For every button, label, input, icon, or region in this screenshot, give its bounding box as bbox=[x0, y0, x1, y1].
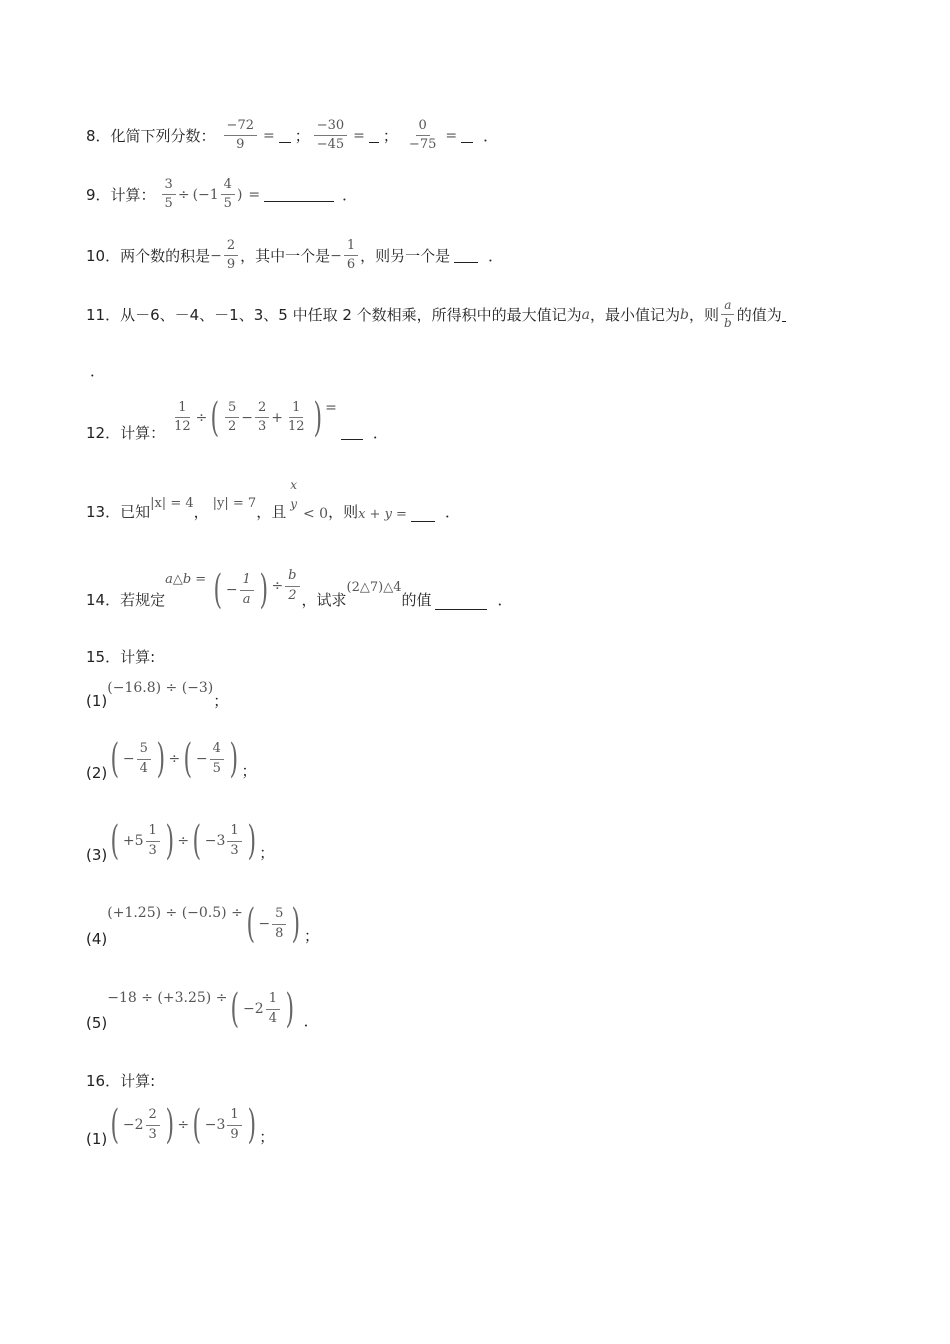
q14-paren-group: ( − $\frac{1}{a}$ ) bbox=[213, 567, 268, 613]
q9-answer-blank[interactable] bbox=[264, 187, 334, 202]
question-14: 14．若规定 a△b = ( − $\frac{1}{a}$ ) ÷ $\frac{b}{2}$ ，试求 (2△7)△4 的值 ． bbox=[86, 567, 513, 613]
q13-fraction: x y bbox=[290, 478, 297, 511]
q15-part-3: (3) ( +5 $\frac{1}{3}$ ) ÷ ( −3 $\frac{1}{3}$ ) ； bbox=[86, 818, 275, 864]
q8-label: 8．化简下列分数： bbox=[86, 127, 216, 146]
q9-label: 9．计算： bbox=[86, 186, 156, 205]
q13-answer-blank[interactable] bbox=[411, 507, 435, 522]
q12-label: 12．计算： bbox=[86, 424, 166, 442]
question-10: 10．两个数的积是 − $\frac{2}{9}$ ，其中一个是 − $\frac{1}{6}$ ，则另一个是 ． bbox=[86, 238, 504, 273]
question-12: 12．计算： $\frac{1}{12}$ ÷ ( $\frac{5}{2}$ − $\frac{2}{3}$ + $\frac{1}{12}$ ) = ． bbox=[86, 394, 388, 442]
q9-fraction-2: $\frac{4}{5}$ bbox=[221, 177, 235, 213]
question-11: 11．从－6、－4、－1、3、5 中任取 2 个数相乘，所得积中的最大值记为 a ，最小值记为 b ，则 $\frac{a}{b}$ 的值为 bbox=[86, 298, 786, 331]
q8-answer-blank-2[interactable] bbox=[369, 128, 379, 143]
q12-paren-group: ( $\frac{5}{2}$ − $\frac{2}{3}$ + $\frac{1}{12}$ ) bbox=[210, 394, 322, 441]
q8-fraction-2: $\frac{-30}{-45}$ bbox=[314, 118, 347, 154]
q11-continuation: ． bbox=[90, 362, 106, 380]
q14-answer-blank[interactable] bbox=[435, 595, 487, 610]
question-9: 9．计算： $\frac{3}{5}$ ÷ ( −1 $\frac{4}{5}$ ) = ． bbox=[86, 177, 358, 212]
question-13: 13．已知 |x| = 4 ， |y| = 7 ，且 x y < 0 ，则 x + y = ． bbox=[86, 478, 460, 522]
q12-answer-blank[interactable] bbox=[341, 425, 363, 440]
q15-part-5: (5) −18 ÷ (+3.25) ÷ ( −2 $\frac{1}{4}$ ) ． bbox=[86, 986, 319, 1032]
q9-fraction-1: $\frac{3}{5}$ bbox=[162, 177, 176, 213]
q10-fraction-2: $\frac{1}{6}$ bbox=[344, 238, 358, 274]
q11-answer-blank[interactable] bbox=[782, 307, 786, 322]
q15-part-4: (4) (+1.25) ÷ (−0.5) ÷ ( − $\frac{5}{8}$ ) ； bbox=[86, 901, 320, 948]
question-16: 16．计算: bbox=[86, 1072, 156, 1090]
q16-part-1: (1) ( −2 $\frac{2}{3}$ ) ÷ ( −3 $\frac{1}{9}$ ) ； bbox=[86, 1102, 275, 1148]
question-15: 15．计算: bbox=[86, 648, 156, 666]
q10-answer-blank[interactable] bbox=[454, 248, 478, 263]
q14-fraction-2: $\frac{b}{2}$ bbox=[285, 568, 299, 604]
q15-part-2: (2) ( − $\frac{5}{4}$ ) ÷ ( − $\frac{4}{5}$ ) ； bbox=[86, 736, 257, 782]
q13-label: 13．已知 bbox=[86, 503, 151, 521]
q8-fraction-1: $\frac{-72}{9}$ bbox=[224, 118, 257, 154]
q10-label: 10．两个数的积是 bbox=[86, 247, 211, 266]
q15-part-1: (1) (−16.8) ÷ (−3) ； bbox=[86, 680, 229, 710]
q11-fraction: $\frac{a}{b}$ bbox=[721, 298, 735, 331]
q8-fraction-3: $\frac{0}{-75}$ bbox=[408, 118, 437, 153]
q12-fraction-0: $\frac{1}{12}$ bbox=[174, 399, 191, 434]
q14-label: 14．若规定 bbox=[86, 591, 166, 609]
q8-answer-blank-1[interactable] bbox=[279, 128, 291, 143]
q10-fraction-1: $\frac{2}{9}$ bbox=[224, 238, 238, 274]
q8-answer-blank-3[interactable] bbox=[461, 128, 473, 143]
question-8: 8．化简下列分数： $\frac{-72}{9}$ = ； $\frac{-30}{-45}$ = ； $\frac{0}{-75}$ = ． bbox=[86, 118, 499, 153]
